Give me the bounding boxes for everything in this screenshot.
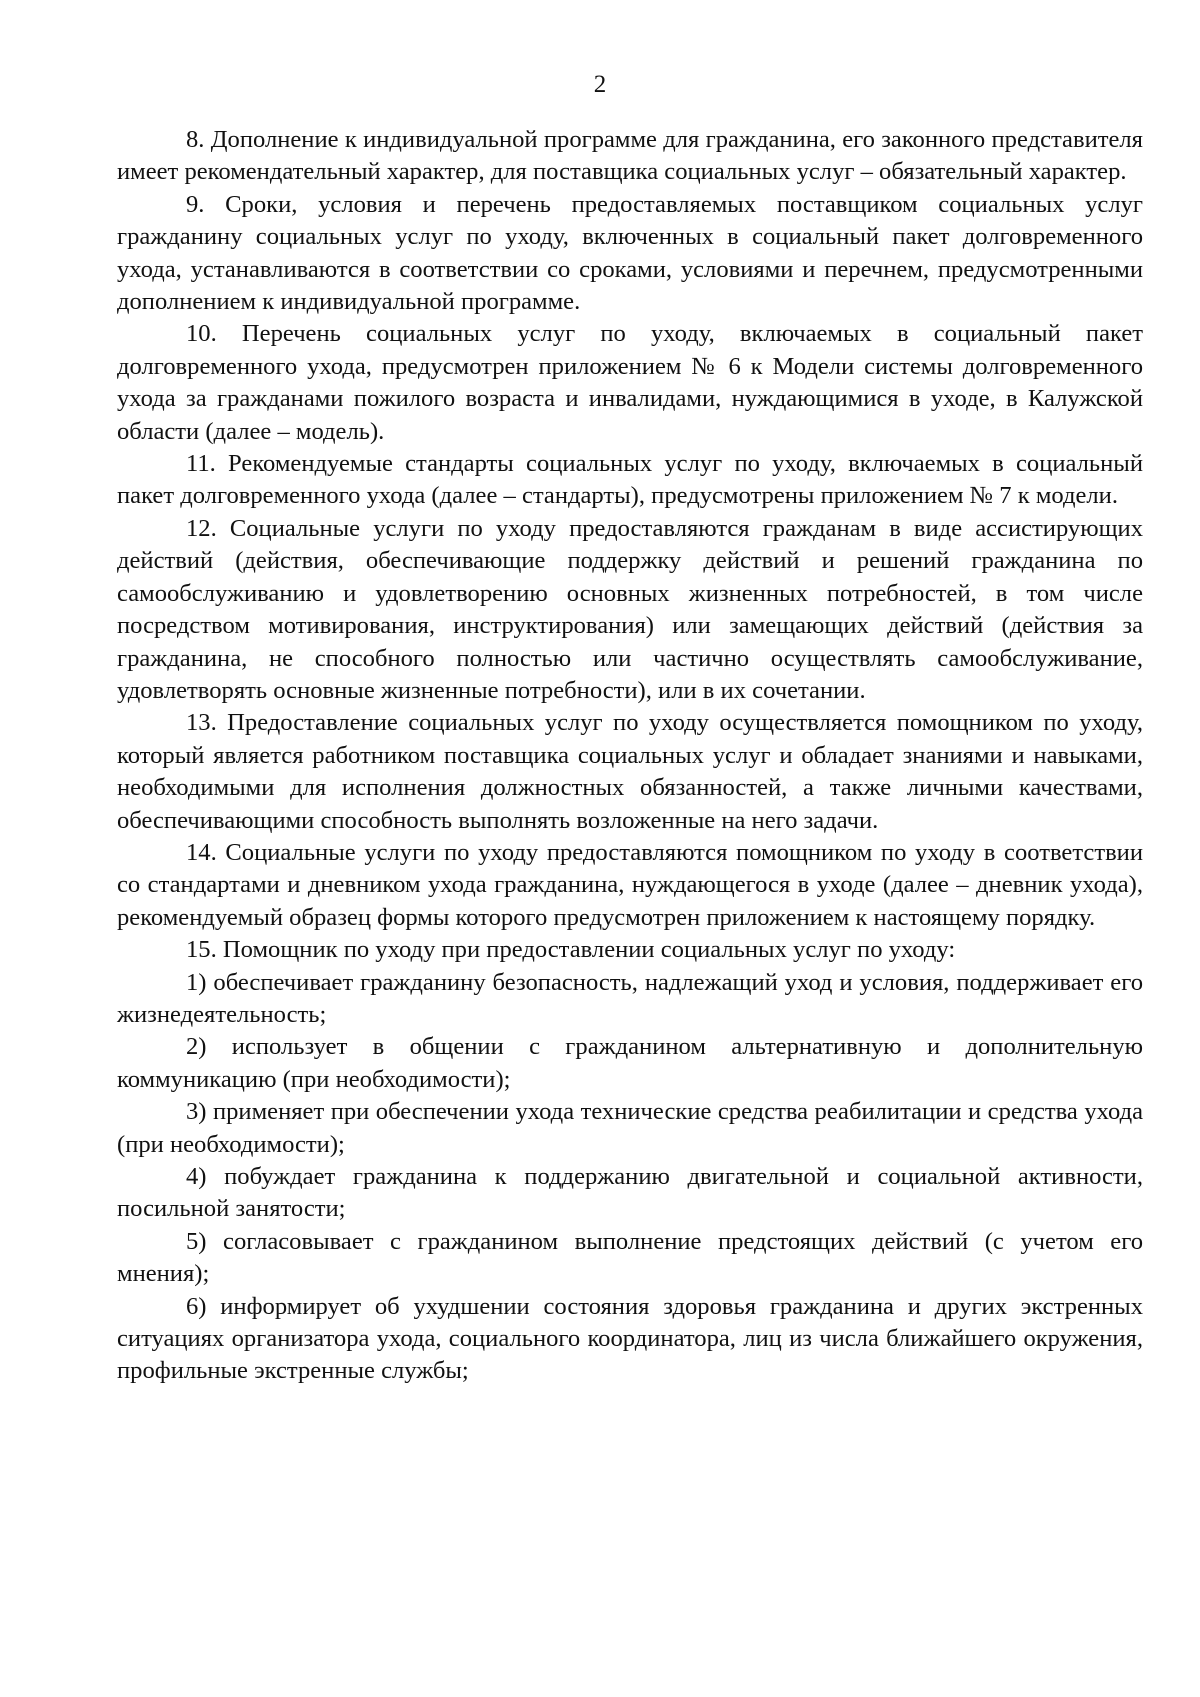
subitem-5: 5) согласовывает с гражданином выполнение предстоящих действий (с учетом его мнения); (117, 1227, 1143, 1288)
paragraph-item-13: 13. Предоставление социальных услуг по уходу осуществляется помощником по уходу, который является работником поставщика социальных услуг и обладает знаниями и навыками, необходимыми для исполнения должностных обязанностей, а также личными качествами, обеспечивающими способность выполнять возложенные на него задачи. (117, 709, 1143, 834)
subitem-1: 1) обеспечивает гражданину безопасность, надлежащий уход и условия, поддерживает его жизнедеятельность; (117, 968, 1143, 1028)
subitem-4: 4) побуждает гражданина к поддержанию двигательной и социальной активности, посильной занятости; (117, 1163, 1143, 1223)
subitem-2: 2) использует в общении с гражданином альтернативную и дополнительную коммуникацию (при необходимости); (117, 1033, 1143, 1093)
paragraph-item-15: 15. Помощник по уходу при предоставлении социальных услуг по уходу: (186, 936, 956, 964)
document-body (117, 124, 1143, 1388)
paragraph-item-10: 10. Перечень социальных услуг по уходу, включаемых в социальный пакет долговременного ухода, предусмотрен приложением № 6 к Модели системы долговременного ухода за гражданами пожилого возраста и инвалидами, нуждающимися в уходе, в Калужской области (далее – модель). (117, 320, 1143, 445)
paragraph-item-9: 9. Сроки, условия и перечень предоставляемых поставщиком социальных услуг гражданину социальных услуг по уходу, включенных в социальный пакет долговременного ухода, устанавливаются в соответствии со сроками, условиями и перечнем, предусмотренными дополнением к индивидуальной программе. (117, 190, 1143, 316)
paragraph-item-14: 14. Социальные услуги по уходу предоставляются помощником по уходу в соответствии со стандартами и дневником ухода гражданина, нуждающегося в уходе (далее – дневник ухода), рекомендуемый образец формы которого предусмотрен приложением к настоящему порядку. (117, 838, 1143, 931)
page-number: 2 (593, 71, 607, 98)
subitem-3: 3) применяет при обеспечении ухода технические средства реабилитации и средства ухода (при необходимости); (117, 1098, 1143, 1158)
paragraph-item-8: 8. Дополнение к индивидуальной программе для гражданина, его законного представителя имеет рекомендательный характер, для поставщика социальных услуг – обязательный характер. (117, 126, 1143, 186)
paragraph-item-11: 11. Рекомендуемые стандарты социальных услуг по уходу, включаемых в социальный пакет долговременного ухода (далее – стандарты), предусмотрены приложением № 7 к модели. (117, 450, 1143, 510)
subitem-6: 6) информирует об ухудшении состояния здоровья гражданина и других экстренных ситуациях организатора ухода, социального координатора, лиц из числа ближайшего окружения, профильные экстренные службы; (117, 1292, 1143, 1385)
paragraph-item-12: 12. Социальные услуги по уходу предоставляются гражданам в виде ассистирующих действий (действия, обеспечивающие поддержку действий и решений гражданина по самообслуживанию и удовлетворению основных жизненных потребностей, в том числе посредством мотивирования, инструктирования) или замещающих действий (действия за гражданина, не способного полностью или частично осуществлять самообслуживание, удовлетворять основные жизненные потребности), или в их сочетании. (117, 514, 1143, 704)
